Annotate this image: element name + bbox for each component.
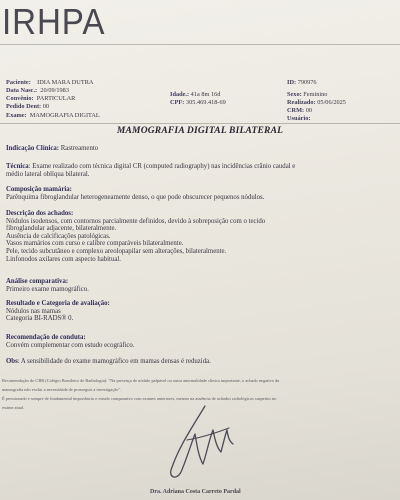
- user-label: Usuário:: [287, 115, 311, 122]
- findings-section: [6, 210, 394, 263]
- findings-heading: Descrição dos achados:: [6, 210, 74, 217]
- exam-label: Exame:: [6, 112, 27, 119]
- sex-value: Feminino: [303, 91, 328, 98]
- id-row: [287, 79, 317, 86]
- composition-heading: Composição mamária:: [6, 186, 72, 193]
- cpf-label: CPF:: [170, 99, 185, 106]
- technique-line-1: : Exame realizado com técnica digital CR (computed radiography) nas incidências crânio caudal e: [28, 163, 296, 170]
- result-heading: Resultado e Categoria de avaliação:: [6, 300, 110, 307]
- realized-row: [287, 99, 346, 106]
- order-row: [6, 103, 49, 110]
- conduct-section: [6, 334, 394, 349]
- order-label: Pedido Dent:: [6, 103, 42, 110]
- plan-value: PARTICULAR: [36, 95, 76, 102]
- obs-section: [6, 358, 394, 366]
- id-label: ID:: [287, 79, 297, 86]
- finding-line: Vasos mamários com curso e calibre comparáveis bilateralmente.: [6, 240, 184, 248]
- signature: [165, 400, 245, 485]
- order-value: 00: [42, 103, 50, 110]
- comparative-text: Primeiro exame mamográfico.: [6, 285, 89, 293]
- technique-section: [6, 163, 394, 178]
- report-title: MAMOGRAFIA DIGITAL BILATERAL: [116, 126, 284, 136]
- signer-name: Dra. Adriana Costa Carreto Pardal: [150, 489, 241, 495]
- sex-row: [287, 91, 327, 98]
- cpf-value: 305.469.418-69: [185, 99, 226, 106]
- obs-text: : A sensibilidade do exame mamográfico em mamas densas é reduzida.: [17, 358, 211, 365]
- patient-name-label: Paciente:: [6, 79, 31, 86]
- header-divider: [0, 44, 400, 45]
- finding-line: Ausência de calcificações patológicas.: [6, 232, 111, 240]
- indication-section: [6, 145, 394, 153]
- finding-line: fibroglandular adjacente, bilateralmente.: [6, 225, 117, 233]
- dob-label: Data Nasc.:: [6, 87, 38, 94]
- exam-row: [6, 112, 100, 119]
- finding-line: Pele, tecido subcutâneo e complexo areolopapilar sem alterações, bilateralmente.: [6, 247, 227, 255]
- age-value: 41a 8m 16d: [190, 91, 221, 98]
- dob-row: [6, 87, 69, 94]
- header-bottom-rule: [0, 123, 400, 124]
- exam-value: MAMOGRAFIA DIGITAL: [29, 112, 100, 119]
- sex-label: Sexo:: [287, 91, 302, 98]
- patient-name-row: [6, 79, 93, 86]
- cpf-row: [170, 99, 226, 106]
- footnote-line: É pressionado e sempre de fundamental importância o estudo comparativo com exames anteriores, mesmo na ausência de achados radiológicos suspeitos no: [2, 396, 277, 401]
- age-label: Idade.:: [170, 91, 190, 98]
- technique-line-2: médio lateral oblíqua bilateral.: [6, 170, 90, 178]
- composition-section: [6, 186, 394, 201]
- finding-line: Nódulos isodensos, com contornos parcialmente definidos, devido à sobreposição com o tecido: [6, 217, 266, 225]
- user-row: [287, 115, 312, 122]
- composition-text: Parênquima fibroglandular heterogeneamente denso, o que pode obscurecer pequenos nódulos.: [6, 193, 265, 201]
- finding-line: Linfonodos axilares com aspecto habitual.: [6, 255, 121, 263]
- comparative-section: [6, 278, 394, 293]
- crm-label: CRM:: [287, 107, 305, 114]
- lab-logo: IRHPA: [2, 1, 106, 42]
- crm-value: 00: [305, 107, 313, 114]
- realized-value: 05/06/2025: [317, 99, 346, 106]
- conduct-heading: Recomendação de conduta:: [6, 334, 86, 341]
- dob-value: 20/09/1983: [40, 87, 69, 94]
- age-row: [170, 91, 220, 98]
- indication-value: Rastreamento: [60, 145, 99, 152]
- plan-label: Convênio:: [6, 95, 34, 102]
- id-value: 790976: [297, 79, 317, 86]
- result-line: Nódulos nas mamas: [6, 307, 61, 315]
- footnote-line: exame atual.: [2, 405, 25, 410]
- footnote-line: Recomendação do CBR (Colégio Brasileiro de Radiologia): "Na presença de nódulo palpável ou outra anormalidade clínica importante, o achado negativo da: [2, 378, 280, 383]
- conduct-text: Convém complementar com estudo ecográfico.: [6, 341, 135, 349]
- crm-row: [287, 107, 312, 114]
- realized-label: Realizado:: [287, 99, 316, 106]
- plan-row: [6, 95, 75, 102]
- patient-name: IDIA MARA DUTRA: [37, 79, 94, 86]
- technique-label: Técnica: [6, 163, 29, 170]
- obs-label: Obs: [6, 358, 18, 365]
- result-section: [6, 300, 394, 323]
- comparative-heading: Análise comparativa:: [6, 278, 69, 285]
- indication-label: Indicação Clínica:: [6, 145, 60, 152]
- footnote-line: mamografia não exclui a necessidade de prosseguir a investigação".: [2, 387, 122, 392]
- result-line: Categoria BI-RADS® 0.: [6, 315, 74, 323]
